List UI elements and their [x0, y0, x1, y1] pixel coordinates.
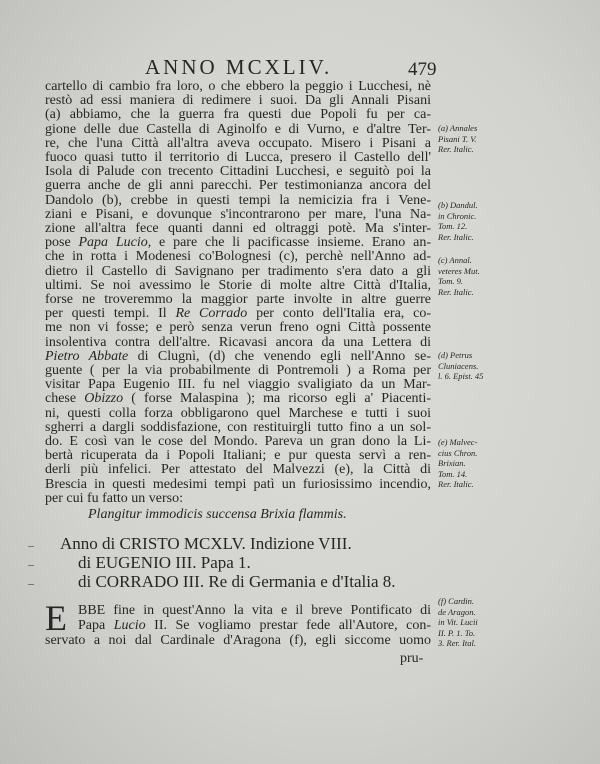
text-segment: per questi tempi. Il: [45, 306, 176, 322]
text-line: [45, 293, 431, 307]
text-segment: zione all'altra fece quanti danni ed oltraggi potè. Ma s'inter-: [45, 221, 431, 236]
text-line: [45, 364, 431, 378]
text-segment: restò ad essi maniera di redimere i suoi. Da gli Annali Pisani: [45, 93, 431, 109]
text-line: [45, 236, 431, 250]
text-segment: derli più infelici. Per attestato del Malvezzi (e), la Città di: [45, 462, 431, 478]
verse-quote: Plangitur immodicis succensa Brixia flammis.: [88, 507, 347, 522]
text-segment: servato a noi dal Cardinale d'Aragona (f), egli siccome uomo: [45, 633, 431, 648]
text-line: [45, 321, 431, 335]
text-line: [45, 421, 431, 435]
text-segment: Pietro Abbate: [45, 348, 129, 364]
text-line: [45, 250, 431, 264]
pope-heading: di EUGENIO III. Papa 1.: [78, 553, 251, 572]
text-line: [45, 151, 431, 165]
text-line: [45, 492, 183, 506]
text-segment: chese: [45, 391, 85, 407]
text-segment: dietro il Castello di Savignano per tradimento s'era dato a gli: [45, 263, 431, 279]
catchword: pru-: [400, 651, 424, 666]
margin-note: (f) Cardin. de Aragon. in Vit. Lucii II. P. 1. To. 3. Rer. Ital.: [438, 596, 478, 648]
text-segment: Re Corrado: [175, 306, 248, 322]
text-line: [45, 94, 431, 108]
text-segment: Lucio: [113, 618, 146, 633]
text-segment: visitar Papa Eugenio III. fu nel viaggio svaligiato da un Mar-: [45, 377, 431, 393]
text-line: [45, 165, 431, 179]
text-segment: Papa Lucio: [78, 235, 148, 251]
text-line: [45, 123, 431, 137]
text-line: [45, 80, 431, 94]
text-segment: pose: [45, 235, 79, 251]
text-line: [45, 108, 431, 122]
text-segment: me non vi fosse; e però senza verun freno ogni Città possente: [45, 320, 431, 336]
text-segment: re, che l'una Città all'altra aveva occupato. Misero i Pisani a: [45, 135, 431, 151]
text-segment: BBE fine in quest'Anno la vita e il breve Pontificato di: [78, 603, 431, 618]
text-line: [45, 279, 431, 293]
text-segment: per conto dell'Italia era, co-: [247, 306, 431, 322]
text-line: [45, 222, 431, 236]
text-segment: II. Se vogliamo prestar fede all'Autore, con-: [145, 618, 431, 633]
text-line: [45, 307, 431, 321]
text-line: [78, 604, 431, 618]
text-line: [45, 407, 431, 421]
text-segment: ultimi. Se noi avessimo le Storie di molte altre Città d'Italia,: [45, 277, 431, 293]
text-segment: gione delle due Castella di Aginolfo e di Vurno, e d'altre Ter-: [45, 121, 431, 137]
running-header: ANNO MCXLIV.: [145, 55, 333, 79]
text-line: [45, 378, 431, 392]
text-segment: ziani e Pisani, e dovunque s'incontrarono per mare, l'una Na-: [45, 206, 431, 222]
margin-note: (d) Petrus Cluniacens. l. 6. Epist. 45: [438, 350, 484, 381]
text-segment: per cui fu fatto un verso:: [45, 490, 184, 506]
margin-note: (c) Annal. veteres Mut. Tom. 9. Rer. Italic.: [438, 255, 480, 297]
text-line: [45, 449, 431, 463]
text-segment: insolentiva contra dell'altre. Ricavasi ancora da una Lettera di: [45, 334, 431, 350]
text-segment: guerra anche de gli anni parecchi. Per testimonianza ancora del: [45, 178, 431, 194]
drop-cap: E: [45, 598, 67, 638]
text-line: [45, 194, 431, 208]
margin-note: (a) Annales Pisani T. V. Rer. Italic.: [438, 123, 478, 154]
text-line: [45, 208, 431, 222]
text-segment: di Clugnì, (d) che venendo egli nell'Anno se-: [128, 348, 431, 364]
text-segment: , e pare che li pacificasse insieme. Erano an-: [147, 235, 431, 251]
text-line: [45, 350, 431, 364]
text-line: [45, 392, 431, 406]
text-segment: Dandolo (b), crebbe in questi tempi la nemicizia fra i Vene-: [45, 192, 431, 208]
text-line: [45, 137, 431, 151]
text-segment: sgherri a dargli soddisfazione, con restituirgli tutto fino a un sol-: [45, 419, 431, 435]
text-segment: Papa: [78, 618, 114, 633]
text-line: [45, 265, 431, 279]
margin-note: (e) Malvec- cius Chron. Brixian. Tom. 14. Rer. Italic.: [438, 437, 478, 489]
text-line: [45, 478, 431, 492]
text-segment: Obizzo: [84, 391, 124, 407]
king-heading: di CORRADO III. Re di Germania e d'Italia 8.: [78, 572, 396, 591]
text-segment: Isola di Palude con trecento Cittadini Lucchesi, e seguitò poi la: [45, 164, 431, 180]
text-segment: guente ( per la via probabilmente di Pontremoli ) a Roma per: [45, 363, 431, 378]
page-number: 479: [408, 59, 437, 80]
text-segment: Brescia in questi medesimi tempi patì un furiosissimo incendio,: [45, 476, 431, 492]
text-segment: ( forse Malaspina ); ma ricorso egli a' Piacenti-: [123, 391, 431, 407]
text-segment: (a) abbiamo, che la guerra fra questi due Popoli fu per ca-: [45, 107, 431, 123]
text-segment: ni, questi colla forza obbligarono quel Marchese e tutti i suoi: [45, 405, 431, 421]
text-segment: cartello di cambio fra loro, o che ebbero la peggio i Lucchesi, nè: [45, 79, 431, 94]
margin-note: (b) Dandul. in Chronic. Tom. 12. Rer. Italic.: [438, 200, 478, 242]
text-line: [78, 619, 431, 633]
text-line: [45, 179, 431, 193]
text-segment: do. E così van le cose del Mondo. Pareva un gran dono la Li-: [45, 434, 431, 449]
text-segment: che in rotta i Modenesi co'Bolognesi (c), perchè nell'Anno ad-: [45, 249, 431, 265]
year-heading: Anno di CRISTO MCXLV. Indizione VIII.: [60, 534, 352, 553]
text-segment: bertà ricuperata da i Popoli Italiani; e pur questa servì a ren-: [45, 448, 431, 464]
text-line: [45, 435, 431, 449]
text-line: [45, 336, 431, 350]
text-line: [45, 463, 431, 477]
text-segment: fuoco quasi tutto il territorio di Lucca, presero il Castello dell': [45, 150, 431, 165]
text-line: [45, 634, 431, 648]
text-segment: forse ne troveremmo la maggior parte involte in altre guerre: [45, 292, 431, 307]
